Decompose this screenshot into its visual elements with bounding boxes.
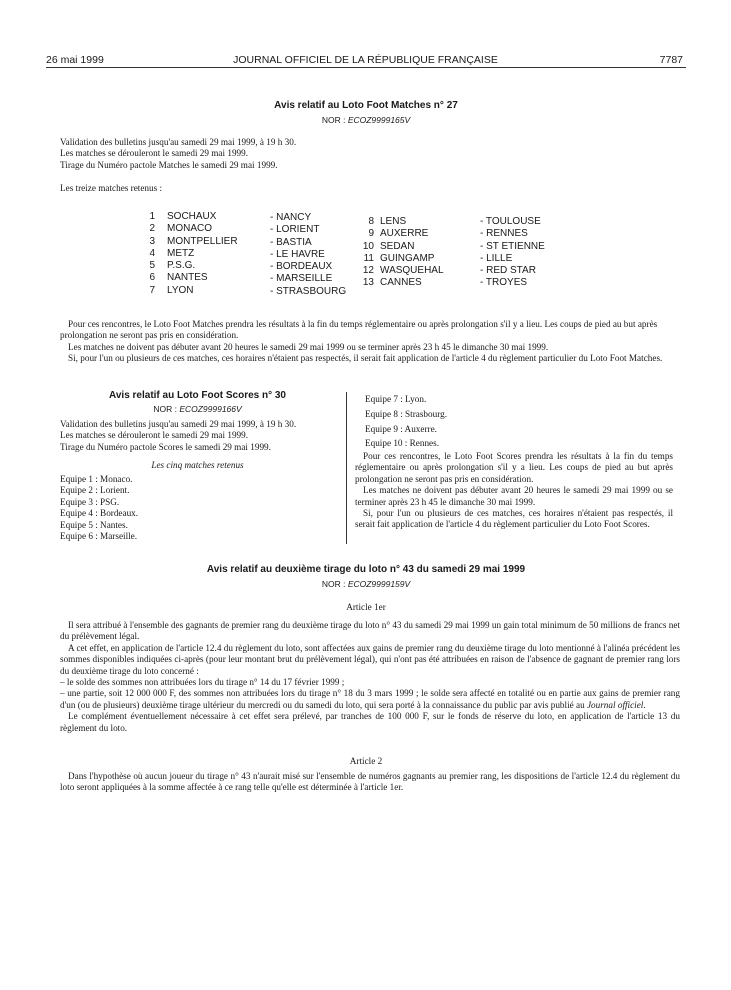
matches-left-home: SOCHAUX MONACO MONTPELLIER METZ P.S.G. NANTES LYON xyxy=(167,211,238,296)
avis30-intro: Validation des bulletins jusqu'au samedi 29 mai 1999, à 19 h 30. Les matches se dérouleront le samedi 29 mai 1999. Tirage du Numéro pactole Scores le samedi 29 mai 1999. xyxy=(60,419,297,452)
column-divider xyxy=(346,392,347,544)
list-item: Equipe 9 : Auxerre. xyxy=(365,423,437,434)
avis30-equipes-right xyxy=(365,392,675,451)
list-item: Equipe 6 : Marseille. xyxy=(60,531,138,542)
list-item: Equipe 8 : Strasbourg. xyxy=(365,408,448,419)
avis27-nor: NOR : ECOZ9999165V xyxy=(321,115,411,125)
avis30-matches-heading: Les cinq matches retenus xyxy=(151,460,244,470)
avis27-intro: Validation des bulletins jusqu'au samedi 29 mai 1999, à 19 h 30. Les matches se dérouleront le samedi 29 mai 1999. Tirage du Numéro pactole Matches le samedi 29 mai 1999. xyxy=(60,137,297,170)
article1-title: Article 1er xyxy=(346,602,386,612)
matches-right-away: - TOULOUSE - RENNES - ST ETIENNE - LILLE - RED STAR - TROYES xyxy=(480,216,545,289)
list-item: Equipe 4 : Bordeaux. xyxy=(60,508,139,519)
avis30-paragraphs: Pour ces rencontres, le Loto Foot Scores prendra les résultats à la fin du temps réglementaire ou après prolongation s'il y a lieu. Les coups de pied au but après prolongation ne seront pas pris en considération. Les matches ne doivent pas débuter avant 20 heures le samedi 29 mai 1999 ou se terminer après 23 h 45 le dimanche 30 mai 1999. Si, pour l'un ou plusieurs de ces matches, ces horaires n'étaient pas respectés, il serait fait application de l'article 4 du règlement particulier du Loto Foot Scores. xyxy=(355,451,673,530)
article2-body: Dans l'hypothèse où aucun joueur du tirage n° 43 n'aurait misé sur l'ensemble de numéros gagnants au premier rang, les dispositions de l'article 12.4 du règlement du loto seront appliquées à la somme affectée à ce rang telle qu'elle est déterminée à l'article 1er. xyxy=(60,771,680,793)
article1-body: Il sera attribué à l'ensemble des gagnants de premier rang du deuxième tirage du loto n° 43 du samedi 29 mai 1999 un gain total minimum de 50 millions de francs net du prélèvement légal. A cet effet, en application de l'article 12.4 du règlement du loto, sont affectées aux gains de premier rang du deuxième tirage du loto mentionné à l'alinéa précédent les sommes disponibles indiquées ci-après (pour leur montant brut du prélèvement légal), qui n'ont pas été attribuées en raison de l'absence de gagnant de premier rang lors du deuxième tirage du loto concerné : – le solde des sommes non attribuées lors du tirage n° 14 du 17 février 1999 ; – une partie, soit 12 000 000 F, des sommes non attribuées lors du tirage n° 18 du 3 mars 1999 ; le solde sera affecté en totalité ou en partie aux gains de premier rang d'un (ou de plusieurs) deuxième tirage ultérieur du mercredi ou du samedi du loto, qui sera porté à la connaissance du public par avis publié au Journal officiel. Le complément éventuellement nécessaire à cet effet sera prélevé, par tranches de 100 000 F, sur le fonds de réserve du loto, en application de l'article 13 du règlement du loto. xyxy=(60,620,680,733)
avis30-equipes-left xyxy=(60,474,335,542)
avis30-nor: NOR : ECOZ9999166V xyxy=(153,404,242,414)
list-item: Equipe 1 : Monaco. xyxy=(60,474,133,484)
avis27-matches-heading: Les treize matches retenus : xyxy=(60,183,163,193)
list-item: Equipe 7 : Lyon. xyxy=(365,394,427,404)
avis30-title: Avis relatif au Loto Foot Scores n° 30 xyxy=(109,390,286,401)
matches-right-home: LENS AUXERRE SEDAN GUINGAMP WASQUEHAL CANNES xyxy=(380,216,444,289)
header-date: 26 mai 1999 xyxy=(46,54,104,66)
page-number: 7787 xyxy=(659,54,683,66)
list-item: Equipe 5 : Nantes. xyxy=(60,519,128,530)
avis27-paragraphs: Pour ces rencontres, le Loto Foot Matches prendra les résultats à la fin du temps réglementaire ou après prolongation s'il y a lieu. Les coups de pied au but après prolongation ne seront pas pris en considération. Les matches ne doivent pas débuter avant 20 heures le samedi 29 mai 1999 ou se terminer après 23 h 45 le dimanche 30 mai 1999. Si, pour l'un ou plusieurs de ces matches, ces horaires n'étaient pas respectés, il serait fait application de l'article 4 du règlement particulier du Loto Foot Matches. xyxy=(60,319,663,364)
avis43-nor: NOR : ECOZ9999159V xyxy=(321,579,411,589)
list-item: Equipe 2 : Lorient. xyxy=(60,485,130,496)
header-rule xyxy=(46,67,686,68)
avis43-title: Avis relatif au deuxième tirage du loto n° 43 du samedi 29 mai 1999 xyxy=(206,564,526,575)
article2-title: Article 2 xyxy=(349,756,383,766)
journal-title: JOURNAL OFFICIEL DE LA RÉPUBLIQUE FRANÇAISE xyxy=(233,54,498,66)
list-item: Equipe 10 : Rennes. xyxy=(365,438,439,449)
avis27-title: Avis relatif au Loto Foot Matches n° 27 xyxy=(274,100,458,111)
list-item: Equipe 3 : PSG. xyxy=(60,496,120,507)
matches-left-away: - NANCY - LORIENT - BASTIA - LE HAVRE - BORDEAUX - MARSEILLE - STRASBOURG xyxy=(270,212,347,297)
matches-right-numbers: 8 9 10 11 12 13 xyxy=(362,216,374,289)
matches-left-numbers: 1 2 3 4 5 6 7 xyxy=(149,211,155,296)
